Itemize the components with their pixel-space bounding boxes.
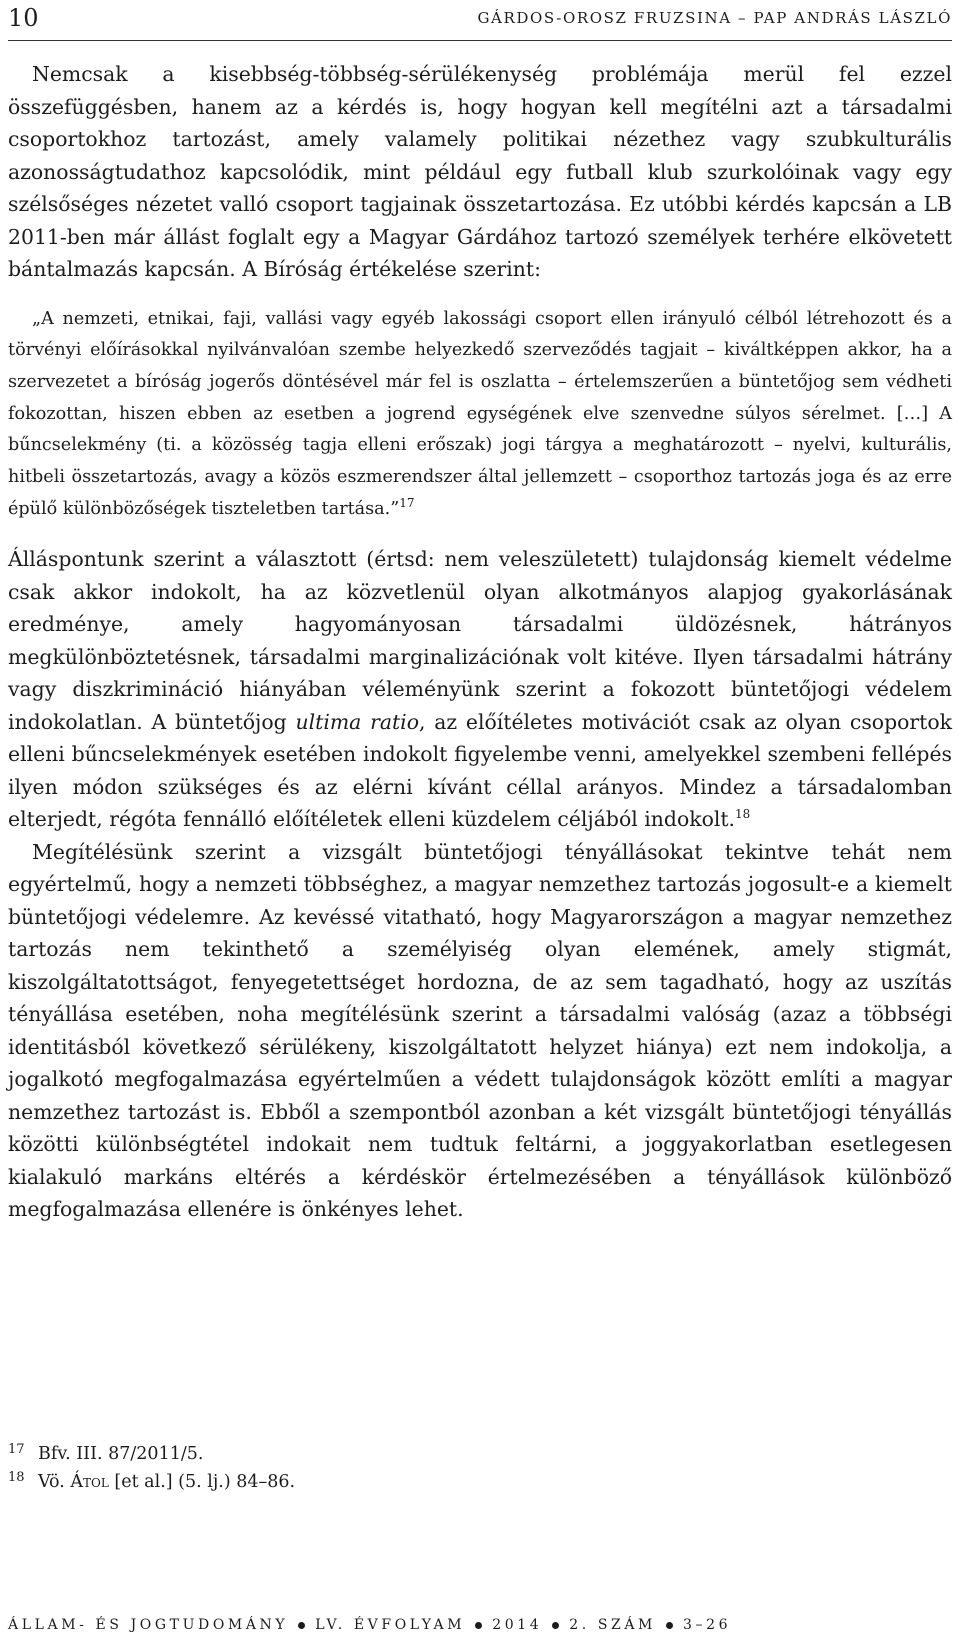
footnote-17 bbox=[8, 1440, 295, 1468]
running-head-authors: GÁRDOS-OROSZ FRUZSINA – PAP ANDRÁS LÁSZLÓ bbox=[477, 9, 952, 27]
footnotes bbox=[8, 1440, 295, 1496]
footer-year: 2014 bbox=[492, 1617, 543, 1633]
paragraph-assessment: Megítélésünk szerint a vizsgált büntetőjogi tényállásokat tekintve tehát nem egyértelmű, hogy a nemzeti többséghez, a magyar nemzethez tartozás jogosult-e a kiemelt büntetőjogi védelemre. Az kevéssé vitatható, hogy Magyarországon a magyar nemzethez tartozás nem tekinthető a személyiség olyan elemének, amely stigmát, kiszolgáltatottságot, fenyegetettséget hordozna, de az sem tagadható, hogy az uszítás tényállása esetében, noha megítélésünk szerint a társadalmi valóság (azaz a többségi identitásból következő sérülékeny, kiszolgáltatott helyzet hiánya) ezt nem indokolja, a jogalkotó megfogalmazása egyértelműen a védett tulajdonságok között említi a magyar nemzethez tartozást is. Ebből a szempontból azonban a két vizsgált büntetőjogi tényállás közötti különbségtétel indokait nem tudtuk feltárni, a joggyakorlatban esetlegesen kialakuló markáns eltérés a kérdéskör értelmezésében a tényállások különböző megfogalmazása ellenére is önkényes lehet. bbox=[8, 839, 952, 1222]
footnote-18 bbox=[8, 1468, 295, 1496]
article-body bbox=[8, 58, 952, 1226]
block-quote bbox=[8, 304, 952, 526]
paragraph-position-end: , az előítéletes motivációt csak az olyan csoportok elleni bűncselekmények esetében indokolt figyelembe venni, amelyekkel szembeni fellépés ilyen módon szükséges és az elérni kívánt céllal arányos. Mindez a társadalomban elterjedt, régóta fennálló előítéletek elleni küzdelem céljából indokolt. bbox=[8, 709, 952, 832]
footnote-ref-17[interactable]: 17 bbox=[399, 495, 415, 510]
footer-pages: 3–26 bbox=[683, 1617, 732, 1633]
bullet-icon bbox=[298, 1622, 305, 1629]
paragraph-position bbox=[8, 543, 952, 836]
paragraph-position-start: Álláspontunk szerint a választott (értsd: nem veleszületett) tulajdonság kiemelt védelme csak akkor indokolt, ha az közvetlenül olyan alkotmányos alapjog gyakorlásának eredménye, amely hagyományosan társadalmi üldözésnek, hátrányos megkülönböztetésnek, társadalmi marginalizációnak volt kitéve. Ilyen társadalmi hátrány vagy diszkrimináció hiányában véleményünk szerint a fokozott büntetőjogi védelem indokolatlan. A büntetőjog bbox=[8, 547, 952, 734]
footnote-text: Bfv. III. 87/2011/5. bbox=[38, 1444, 204, 1464]
footnote-author: Átol bbox=[70, 1472, 109, 1492]
footnote-number: 18 bbox=[8, 1470, 25, 1485]
running-head bbox=[8, 0, 952, 41]
page-number: 10 bbox=[8, 4, 39, 32]
footnote-text bbox=[38, 1468, 295, 1496]
journal-page bbox=[8, 0, 952, 1639]
footer-journal: ÁLLAM- ÉS JOGTUDOMÁNY bbox=[8, 1617, 289, 1633]
footnote-text-prefix: Vö. bbox=[38, 1472, 71, 1492]
bullet-icon bbox=[475, 1622, 482, 1629]
footer-issue: 2. SZÁM bbox=[569, 1617, 656, 1633]
journal-footer bbox=[8, 1616, 952, 1634]
bullet-icon bbox=[666, 1622, 673, 1629]
bullet-icon bbox=[552, 1622, 559, 1629]
quote-text: „A nemzeti, etnikai, faji, vallási vagy egyéb lakossági csoport ellen irányuló célból létrehozott és a törvényi előírásokkal nyilvánvalóan szembe helyezkedő szerveződés tagjait – kiváltképpen akkor, ha a szervezetet a bíróság jogerős döntésével már fel is oszlatta – értelemszerűen a büntetőjog sem védheti fokozottan, hiszen ebben az esetben a jogrend egységének elve szenvedne súlyos sérelmet. […] A bűncselekmény (ti. a közösség tagja elleni erőszak) jogi tárgya a meghatározott – nyelvi, kulturális, hitbeli összetartozás, avagy a közös eszmerendszer által jellemzett – csoporthoz tartozás joga és az erre épülő különbözőségek tiszteletben tartása.” bbox=[8, 308, 952, 519]
footnote-text-suffix: [et al.] (5. lj.) 84–86. bbox=[108, 1472, 296, 1492]
footer-volume: LV. ÉVFOLYAM bbox=[315, 1617, 466, 1633]
ultima-ratio-term: ultima ratio bbox=[295, 709, 419, 734]
paragraph-intro: Nemcsak a kisebbség-többség-sérülékenység problémája merül fel ezzel összefüggésben, hanem az a kérdés is, hogy hogyan kell megítélni azt a társadalmi csoportokhoz tartozást, amely valamely politikai nézethez vagy szubkulturális azonosságtudathoz kapcsolódik, mint például egy futball klub szurkolóinak vagy egy szélsőséges nézetet valló csoport tagjainak összetartozása. Ez utóbbi kérdés kapcsán a LB 2011-ben már állást foglalt egy a Magyar Gárdához tartozó személyek terhére elkövetett bántalmazás kapcsán. A Bíróság értékelése szerint: bbox=[8, 62, 952, 281]
footnote-ref-18[interactable]: 18 bbox=[735, 807, 751, 822]
footnote-number: 17 bbox=[8, 1442, 25, 1457]
